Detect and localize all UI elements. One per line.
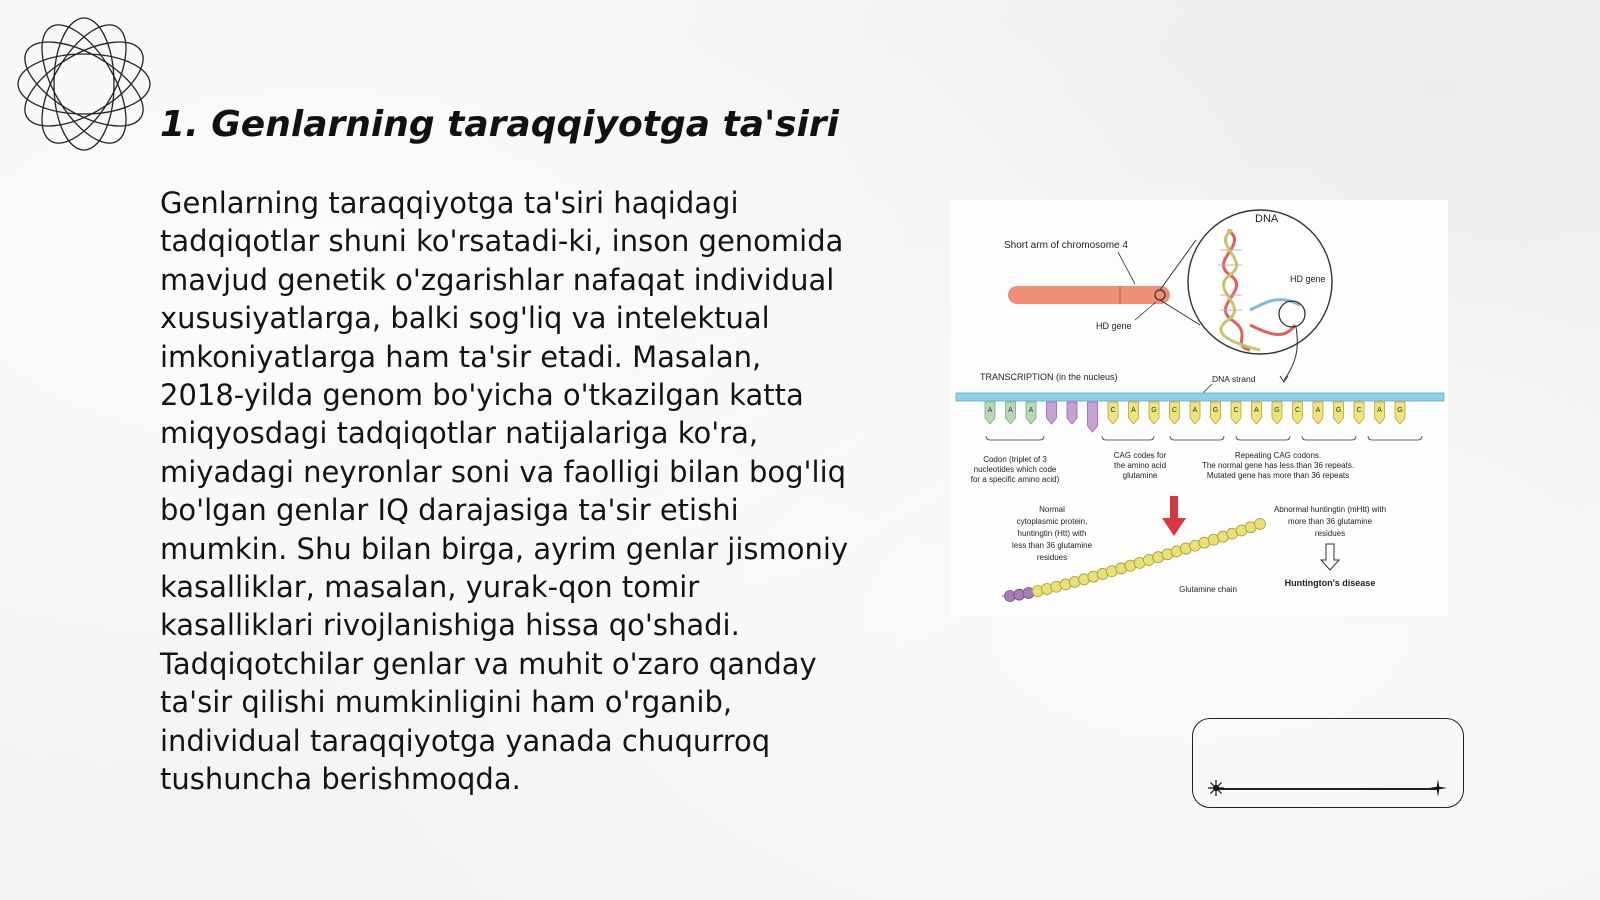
disease-arrow — [1321, 544, 1339, 570]
codon-letter: A — [1254, 407, 1259, 414]
hd-gene-label-left: HD gene — [1096, 321, 1132, 331]
sparkle-star-icon — [1429, 779, 1447, 797]
codon-letter: C — [1171, 407, 1178, 414]
huntingtons-disease-label: Huntington's disease — [1284, 578, 1376, 588]
progress-timer — [1192, 718, 1464, 808]
codon-letter: G — [1335, 407, 1342, 414]
codon-caption-line-1: Codon (triplet of 3 — [983, 455, 1047, 464]
hd-gene-label-right: HD gene — [1290, 274, 1326, 284]
codon-letter: A — [1315, 407, 1321, 414]
codon-letter: A — [987, 407, 993, 414]
huntington-diagram — [950, 200, 1448, 616]
codon-letter: A — [1008, 407, 1013, 414]
normal-protein-line-3: huntingtin (Htt) with — [1017, 529, 1087, 538]
codon-letter: A — [1131, 407, 1136, 414]
repeat-caption-line-2: The normal gene has less than 36 repeats. — [1201, 461, 1355, 470]
codon-caption-line-3: for a specific amino acid) — [970, 475, 1060, 484]
codon-letter: A — [1377, 407, 1382, 414]
codon-row — [985, 402, 1405, 432]
normal-protein-line-4: less than 36 glutamine — [1011, 541, 1093, 550]
glutamine-chain-label: Glutamine chain — [1179, 585, 1237, 594]
codon-letter: G — [1274, 407, 1280, 414]
codon-base — [1067, 402, 1077, 424]
abnormal-caption-line-2: more than 36 glutamine — [1287, 517, 1373, 526]
codon-letter: A — [1192, 407, 1198, 414]
codon-letter: C — [1294, 407, 1301, 414]
glutamine-bead — [1255, 519, 1266, 530]
slide-title: 1. Genlarning taraqqiyotga ta'siri — [160, 104, 839, 145]
codon-caption-line-2: nucleotides which code — [973, 465, 1057, 474]
slide-paragraph: Genlarning taraqqiyotga ta'siri haqidagi tadqiqotlar shuni ko'rsatadi-ki, inson genomida mavjud genetik o'zgarishlar nafaqat individual xususiyatlarga, balki sog'liq va intelektual imkoniyatlarga ham ta'sir etadi. Masalan, 2018-yilda genom bo'yicha o'tkazilgan katta miqyosdagi tadqiqotlar natijalariga ko'ra, miyadagi neyronlar soni va faolligi bilan bog'liq bo'lgan genlar IQ darajasiga ta'sir etishi mumkin. Shu bilan birga, ayrim genlar jismoniy kasalliklar, masalan, yurak-qon tomir kasalliklari rivojlanishiga hissa qo'shadi. Tadqiqotchilar genlar va muhit o'zaro qanday ta'sir qilishi mumkinligini ham o'rganib, individual taraqqiyotga yanada chuqurroq tushuncha berishmoqda. — [160, 186, 849, 797]
codon-letter: C — [1233, 407, 1239, 414]
normal-protein-line-2: cytoplasmic protein, — [1016, 517, 1088, 526]
chromosome-label: Short arm of chromosome 4 — [1004, 240, 1128, 251]
codon-base — [1088, 402, 1098, 432]
sun-spark-icon — [1207, 779, 1225, 797]
cag-caption-line-2: the amino acid — [1113, 461, 1167, 470]
timer-track — [1215, 788, 1439, 790]
dna-label: DNA — [1255, 213, 1279, 225]
translation-arrow — [1162, 496, 1186, 536]
codon-letter: G — [1212, 407, 1219, 414]
normal-protein-line-1: Normal — [1039, 505, 1065, 514]
transcription-label: TRANSCRIPTION (in the nucleus) — [980, 372, 1118, 382]
normal-protein-line-5: residues — [1036, 553, 1068, 562]
codon-letter: G — [1397, 407, 1403, 414]
cag-caption-line-3: glutamine — [1122, 471, 1158, 480]
repeat-caption-line-3: Mutated gene has more than 36 repeats — [1206, 471, 1350, 480]
chromosome-bar — [1008, 286, 1170, 304]
dna-strand-label: DNA strand — [1212, 374, 1256, 384]
repeat-caption-line-1: Repeating CAG codons. — [1234, 451, 1322, 460]
codon-letter: C — [1356, 407, 1362, 414]
cag-caption-line-1: CAG codes for — [1113, 451, 1167, 460]
codon-letter: C — [1110, 407, 1116, 414]
codon-base — [1047, 402, 1057, 424]
codon-letter: G — [1151, 407, 1157, 414]
dna-strand-bar — [956, 393, 1444, 401]
abnormal-caption-line-1: Abnormal huntingtin (mHtt) with — [1273, 505, 1387, 514]
orbit-rings-logo — [10, 10, 158, 158]
codon-letter: A — [1028, 407, 1034, 414]
abnormal-caption-line-3: residues — [1314, 529, 1346, 538]
